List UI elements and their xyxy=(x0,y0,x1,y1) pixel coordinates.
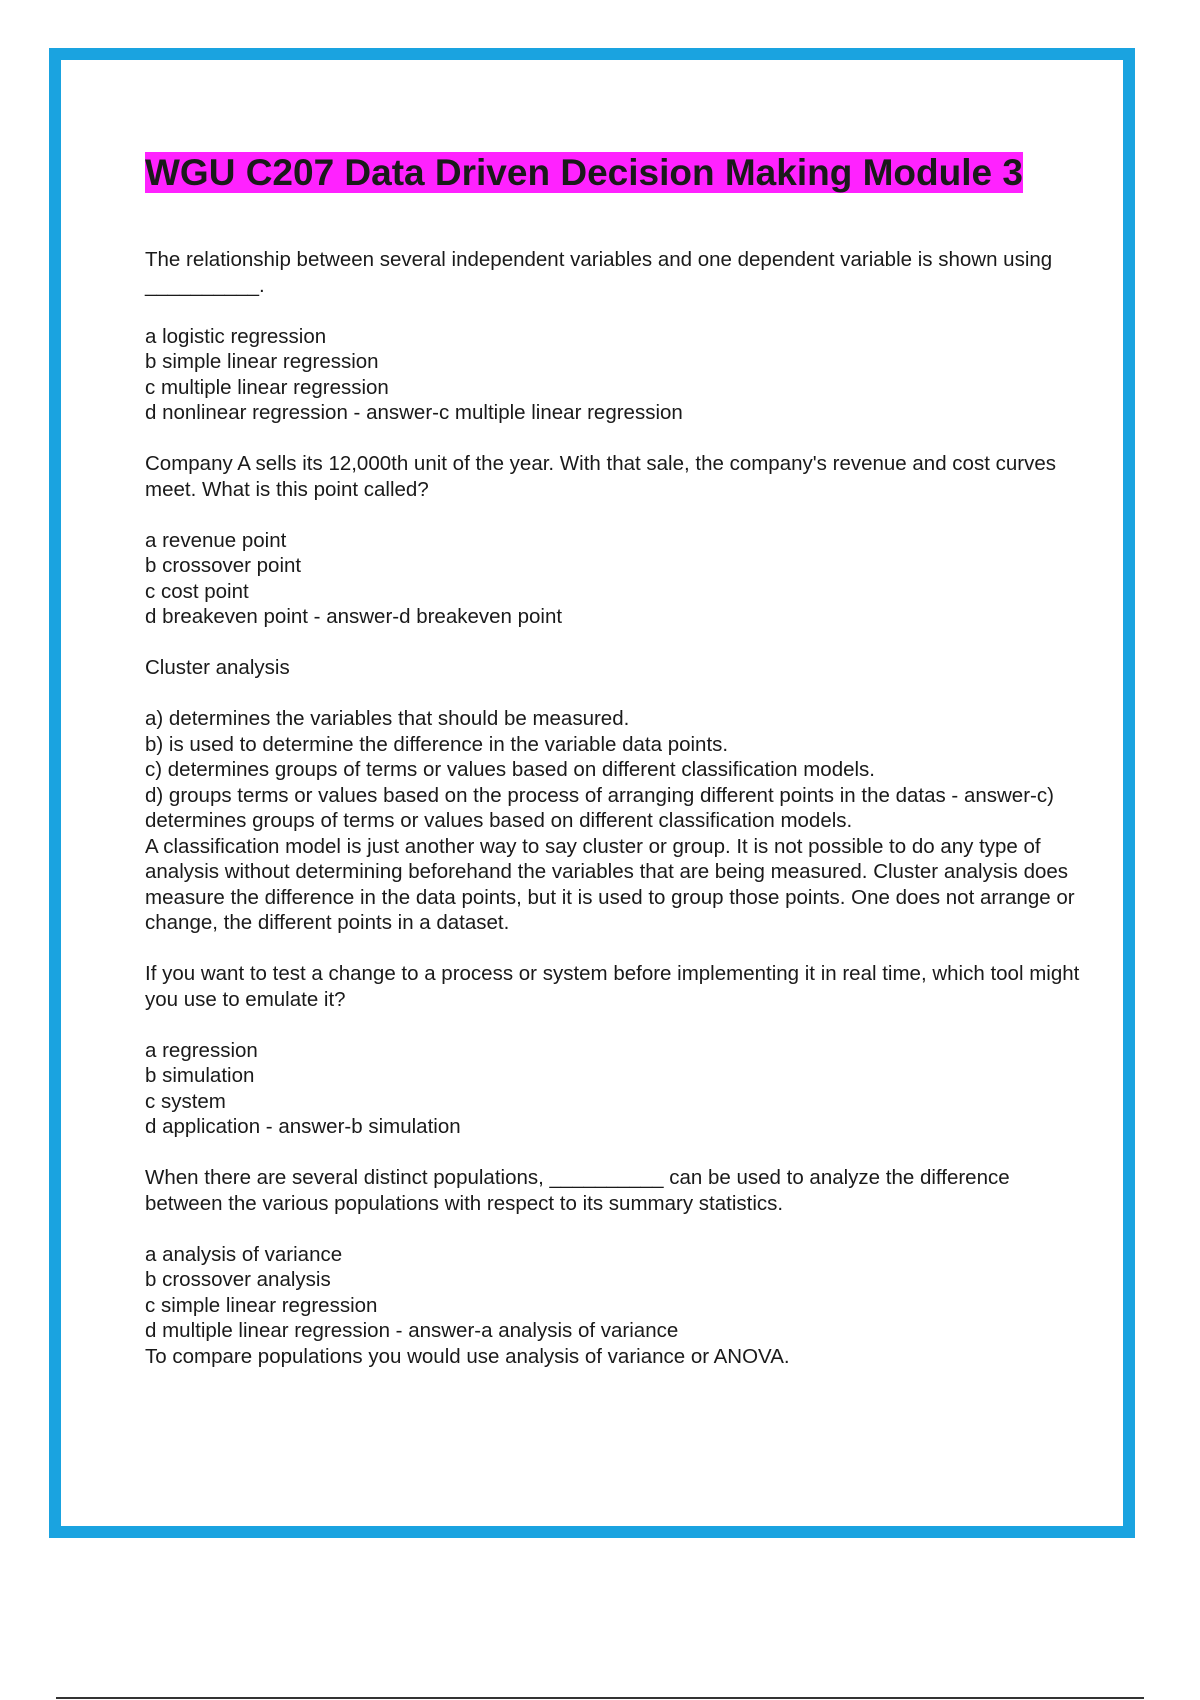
text-block xyxy=(145,1242,1085,1370)
text-line: b crossover analysis xyxy=(145,1268,331,1291)
text-line: Company A sells its 12,000th unit of the year. With that sale, the company's revenue and cost curves meet. What is this point called? xyxy=(145,452,1062,501)
text-line: a regression xyxy=(145,1038,258,1062)
text-line: c) determines groups of terms or values based on different classification models. xyxy=(145,758,876,781)
text-block xyxy=(145,961,1085,1012)
text-block xyxy=(145,1165,1085,1216)
text-block xyxy=(145,324,1085,426)
text-line: b simple linear regression xyxy=(145,350,379,373)
text-line: c system xyxy=(145,1089,226,1113)
title-wrap xyxy=(145,149,1080,197)
text-line: Cluster analysis xyxy=(145,656,290,679)
page-bottom-rule xyxy=(56,1697,1144,1699)
document-title: WGU C207 Data Driven Decision Making Module 3 xyxy=(145,152,1023,193)
text-line: d multiple linear regression - answer-a analysis of variance xyxy=(145,1319,679,1342)
text-block xyxy=(145,451,1085,502)
text-line: d nonlinear regression - answer-c multiple linear regression xyxy=(145,401,683,424)
text-line: b simulation xyxy=(145,1064,255,1087)
text-block xyxy=(145,706,1085,936)
text-block xyxy=(145,655,1085,681)
text-line: To compare populations you would use analysis of variance or ANOVA. xyxy=(145,1344,790,1368)
text-line: a revenue point xyxy=(145,528,287,552)
question-blocks xyxy=(145,247,1085,1369)
text-line: d breakeven point - answer-d breakeven point xyxy=(145,605,563,628)
text-line: c multiple linear regression xyxy=(145,375,389,399)
text-line: d application - answer-b simulation xyxy=(145,1115,461,1138)
text-line: a analysis of variance xyxy=(145,1242,343,1266)
text-line: c cost point xyxy=(145,579,249,603)
text-line: c simple linear regression xyxy=(145,1293,378,1317)
text-line: b crossover point xyxy=(145,554,302,577)
text-block xyxy=(145,247,1085,298)
page-frame xyxy=(49,48,1135,1538)
text-line: d) groups terms or values based on the process of arranging different points in the datas - answer-c) determines groups of terms or values based on different classification models. xyxy=(145,783,1060,832)
text-block xyxy=(145,1038,1085,1140)
text-block xyxy=(145,528,1085,630)
text-line: If you want to test a change to a process or system before implementing it in real time, which tool might you use to emulate it? xyxy=(145,962,1086,1011)
text-line: a) determines the variables that should be measured. xyxy=(145,707,630,730)
text-line: a logistic regression xyxy=(145,324,327,348)
text-line: b) is used to determine the difference in the variable data points. xyxy=(145,732,729,756)
text-line: When there are several distinct populations, __________ can be used to analyze the difference between the various populations with respect to its summary statistics. xyxy=(145,1166,1016,1215)
text-line: The relationship between several independent variables and one dependent variable is shown using __________. xyxy=(145,248,1058,297)
text-line: A classification model is just another way to say cluster or group. It is not possible to do any type of analysis without determining beforehand the variables that are being measured. Cluster analysis does measure the difference in the data points, but it is used to group those points. One does not arrange or change, the different points in a dataset. xyxy=(145,834,1081,934)
document-content xyxy=(145,149,1085,1395)
